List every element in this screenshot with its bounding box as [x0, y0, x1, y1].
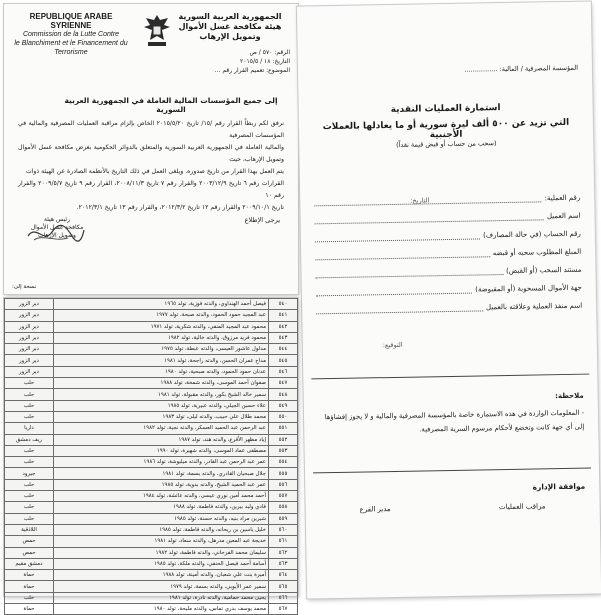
arabic-header-line: هيئة مكافحة غسل الأموال وتمويل الإرهاب: [178, 22, 282, 41]
person-entry: عمر عبد الرحمن عبد القادر، والدته ميليوشة، تولد ١٩٨٦: [54, 457, 269, 468]
approval-title: موافقة الإدارة: [532, 481, 586, 492]
table-row: [5, 547, 298, 558]
row-number: ٥٥٢: [269, 434, 298, 445]
person-entry: خليل ياسين بن ريحانه، والدته فاطمة، تولد ١٩٨٥: [54, 524, 269, 535]
field-blank[interactable]: [315, 229, 480, 242]
city-cell: دير الزور: [5, 299, 54, 310]
person-entry: فادي وليد بيرين، والدته فاطمة، تولد ١٩٨٨: [54, 502, 269, 513]
row-number: ٥٦٥: [269, 581, 298, 592]
table-row: [5, 491, 298, 502]
city-cell: حلب: [5, 491, 54, 502]
arabic-header: [170, 12, 290, 42]
city-cell: دير الزور: [5, 310, 54, 321]
table-row: [5, 570, 298, 581]
letter-meta: [170, 48, 290, 75]
notes-title: ملاحظة:: [555, 391, 584, 401]
form-field: [316, 298, 582, 315]
form-note: (سحب من حساب أو قبض قيمة نقداً): [395, 139, 497, 149]
letter-document: [4, 4, 298, 294]
person-entry: محمود فريد مرزوق، والدته خالية، تولد ١٩٨٢: [54, 332, 269, 343]
city-cell: حلب: [5, 513, 54, 524]
person-entry: سمير خالد الشيخ بكور، والدته مقبولة، تولد ١٩٨١: [54, 389, 269, 400]
row-number: ٥٤٠: [269, 299, 298, 310]
body-line: نرفق لكم ربطاً القرار رقم /١٥/ تاريخ ٢٠١٥/٥/٢٠ الخاص بإلزام مراقبة العمليات المصرفية والمالية في المؤسسات المصرفية: [18, 120, 284, 139]
table-row: [5, 457, 298, 468]
city-cell: دير الزور: [5, 344, 54, 355]
form-field: [316, 280, 582, 297]
city-cell: حمص: [5, 536, 54, 547]
signature-block: [22, 216, 92, 240]
date-label: التاريخ:: [410, 196, 430, 205]
form-field: [315, 226, 581, 243]
letter-body: [18, 118, 284, 214]
form-title: استمارة العمليات النقدية: [390, 103, 501, 115]
body-line: القرارات رقم ٦ تاريخ ٢٠٠٣/١٢/٩ والقرار رقم ٧ تاريخ ٢٠٠٨/١١/٣، القرار رقم ٩ تاريخ ٢٠٠٩/٥/٧ والقرار رقم ١٠: [18, 180, 284, 199]
row-number: ٥٥١: [269, 423, 298, 434]
approver-label: مراقب العمليات: [498, 502, 546, 512]
person-entry: محمود عبد المجيد المنفي، والدته شكرية، تولد ١٩٧١: [54, 321, 269, 332]
person-entry: محمد طلال علي حبيب، والدته ليلى، تولد ١٩٨٣: [54, 411, 269, 422]
arabic-header-line: الجمهورية العربية السورية: [178, 12, 282, 21]
city-cell: حماة: [5, 604, 54, 615]
row-number: ٥٤٧: [269, 378, 298, 389]
city-cell: حلب: [5, 378, 54, 389]
table-row: [5, 604, 298, 615]
table-row: [5, 558, 298, 569]
form-field: [315, 244, 581, 261]
table-row: [5, 502, 298, 513]
person-entry: أسامة أحمد فيصل الحنفي، والدته ملكة، تولد ١٩٨٥: [54, 558, 269, 569]
divider: [311, 374, 589, 380]
letter-date: التاريخ: ١٨ / ٢٠١٥/٥: [240, 58, 290, 65]
table-row: [5, 378, 298, 389]
letter-subject: الموضوع: تعميم القرار رقم ...: [214, 67, 290, 74]
row-number: ٥٦٠: [269, 524, 298, 535]
approvers-row: [320, 502, 586, 515]
row-number: ٥٦٢: [269, 547, 298, 558]
table-row: [5, 445, 298, 456]
city-cell: حلب: [5, 445, 54, 456]
city-cell: دير الزور: [5, 321, 54, 332]
person-entry: مصطفى عماد الموسى، والدته شهيرة، تولد ١٩٩٠: [54, 445, 269, 456]
field-label: رقم العملية:: [544, 193, 581, 203]
row-number: ٥٥٣: [269, 445, 298, 456]
signature-line: مكافحة غسل الأموال: [30, 224, 84, 231]
table-row: [5, 310, 298, 321]
table-row: [5, 344, 298, 355]
table-row: [5, 321, 298, 332]
city-cell: حلب: [5, 400, 54, 411]
person-entry: عمر عبد الحميد الشيخ، والدته بدوية، تولد ١٩٨٥: [54, 479, 269, 490]
city-cell: حلب: [5, 411, 54, 422]
table-row: [5, 366, 298, 377]
field-blank[interactable]: [314, 192, 541, 206]
city-cell: حلب: [5, 592, 54, 603]
names-table: [4, 298, 298, 615]
person-entry: جلال صبحيان القادري، والدته بسمة، تولد ١٩٨١: [54, 468, 269, 479]
signature-line: رئيس هيئة: [44, 216, 70, 223]
approver-label: مدير الفرع: [359, 505, 391, 514]
latin-header-line: le Blanchiment et le Financement du Terrorisme: [14, 40, 128, 56]
table-row: [5, 423, 298, 434]
row-number: ٥٤٥: [269, 355, 298, 366]
signature-label: التوقيع:: [382, 340, 403, 350]
field-blank[interactable]: [315, 265, 503, 278]
person-entry: عبد الرحمن عبد الحميد العسكر، والدته نجية، تولد ١٩٨٢: [54, 423, 269, 434]
person-entry: فيصل أحمد الهنداوي، والدته فوزية، تولد ١٩٦٥: [54, 299, 269, 310]
row-number: ٥٥٥: [269, 468, 298, 479]
row-number: ٥٤١: [269, 310, 298, 321]
request-line: يرجى الإطلاع: [244, 216, 280, 224]
table-row: [5, 299, 298, 310]
row-number: ٥٤٦: [269, 366, 298, 377]
field-blank[interactable]: [315, 247, 490, 260]
table-row: [5, 513, 298, 524]
table-row: [5, 355, 298, 366]
row-number: ٥٦٣: [269, 558, 298, 569]
person-entry: سمير عمر الأيوبي، والدته بسمة، تولد ١٩٧٩: [54, 581, 269, 592]
field-label: اسم العميل: [546, 211, 581, 221]
addressee: إلى جميع المؤسسات المالية العاملة في الجمهورية العربية السورية: [64, 96, 278, 114]
table-row: [5, 524, 298, 535]
field-blank[interactable]: [314, 210, 544, 224]
form-field: [314, 208, 580, 225]
field-blank[interactable]: [316, 301, 483, 314]
latin-header: [12, 12, 130, 57]
person-entry: محمد يوسف بدري تماس، والدته مليحة، تولد ١٩٨٠: [54, 604, 269, 615]
row-number: ٥٦٧: [269, 604, 298, 615]
eagle-emblem-icon: [142, 12, 172, 50]
body-line: تاريخ ٢٠٠٩/١٠/١ والقرار رقم ١٢ تاريخ ٢٠١٢/٣/٢، والقرار رقم ١٣ تاريخ ٢٠١٢/٣/١.: [76, 204, 284, 211]
person-entry: إياد مظهر الأقرع، والدته هند، تولد ١٩٨٧: [54, 434, 269, 445]
cash-transactions-form: [297, 1, 601, 598]
row-number: ٥٥٠: [269, 411, 298, 422]
row-number: ٥٤٨: [269, 389, 298, 400]
form-field: [315, 262, 581, 279]
field-label: المبلغ المطلوب سحبه أو قبضه: [492, 247, 582, 258]
person-entry: مداح عمران الحسن، والدته راجحة، تولد ١٩٨١: [54, 355, 269, 366]
table-row: [5, 332, 298, 343]
city-cell: دير الزور: [5, 355, 54, 366]
person-entry: سليمان محمد الفرحاني، والدته فاطمة، تولد ١٩٨٢: [54, 547, 269, 558]
row-number: ٥٤٣: [269, 332, 298, 343]
copy-to: نسخة إلى:: [12, 284, 37, 290]
city-cell: حماة: [5, 581, 54, 592]
form-subtitle: التي تزيد عن ٥٠٠ ألف ليرة سورية أو ما يعادلها بالعملات الأجنبية: [322, 117, 570, 141]
table-row: [5, 592, 298, 603]
table-row: [5, 479, 298, 490]
reference-number: الرقم: ٥٧٠ / ص: [249, 49, 290, 56]
row-number: ٥٦١: [269, 536, 298, 547]
row-number: ٥٥٩: [269, 513, 298, 524]
city-cell: حمص: [5, 547, 54, 558]
row-number: ٥٥٨: [269, 502, 298, 513]
person-entry: عدنان حمود الحمود، والدته صبحية، تولد ١٩٨٠: [54, 366, 269, 377]
city-cell: دير الزور: [5, 366, 54, 377]
row-number: ٥٤٤: [269, 344, 298, 355]
city-cell: داريا: [5, 423, 54, 434]
row-number: ٥٥٦: [269, 479, 298, 490]
person-entry: مدلول عاشور العيسى، والدته عبطة، تولد ١٩٧٥: [54, 344, 269, 355]
person-entry: علاء حسين الجيلي، والدته عبيرية، تولد ١٩٨٥: [54, 400, 269, 411]
table-row: [5, 468, 298, 479]
names-list-document: [4, 298, 298, 613]
body-line: والمالية العاملة في الجمهورية العربية السورية والمتعلق بالدوائر الحكومية بغرض مكافحة غسل الأموال وتمويل الإرهاب، حيث: [18, 144, 284, 163]
form-field: [314, 190, 580, 207]
body-line: يتم العمل بهذا القرار من تاريخ صدوره. ويلغى العمل في ذلك التاريخ بالأنظمة الصادرة عن الهيئة ذوات: [25, 168, 284, 175]
row-number: ٥٥٤: [269, 457, 298, 468]
city-cell: حلب: [5, 457, 54, 468]
person-entry: أميرة بنت علي شعبان، والدته أمينة، تولد ١٩٨٨: [54, 570, 269, 581]
person-entry: شيرين مراد بنيه، والدته حسنة، تولد ١٩٨٥: [54, 513, 269, 524]
field-label: اسم منفذ العملية وعلاقته بالعميل: [485, 301, 583, 312]
row-number: ٥٦٦: [269, 592, 298, 603]
person-entry: أحمد محمد أمين نوري عيسى، والدته عائشة، تولد ١٩٨٤: [54, 491, 269, 502]
notes-text: - المعلومات الواردة في هذه الاستمارة خاصة بالمؤسسة المصرفية والمالية و لا يجوز إفشاؤها إلى أي جهة كانت وتخضع لأحكام مرسوم السرية المصرفية.: [324, 408, 585, 434]
city-cell: حماة: [5, 570, 54, 581]
field-label: مستند السحب (أو القبض): [506, 265, 582, 275]
table-row: [5, 389, 298, 400]
row-number: ٥٤٢: [269, 321, 298, 332]
field-label: رقم الحساب (في حالة المصارف): [482, 229, 581, 240]
signature-line: وتمويل الإرهاب: [38, 232, 76, 239]
table-row: [5, 536, 298, 547]
person-entry: يحيى محمد حمامية، والدته نادرة، تولد ١٩٨١: [54, 592, 269, 603]
city-cell: جيرود: [5, 468, 54, 479]
city-cell: حلب: [5, 479, 54, 490]
city-cell: ريف دمشق: [5, 434, 54, 445]
latin-header-line: Commission de la Lutte Contre: [22, 31, 120, 38]
city-cell: حلب: [5, 389, 54, 400]
institution-label: المؤسسة المصرفية / المالية: ................: [464, 63, 579, 74]
person-entry: خديجة عبد المعين مدرهل، والدته سعاد، تولد ١٩٨١: [54, 536, 269, 547]
table-row: [5, 411, 298, 422]
divider: [313, 468, 591, 474]
city-cell: دير الزور: [5, 332, 54, 343]
row-number: ٥٦٤: [269, 570, 298, 581]
table-row: [5, 434, 298, 445]
signature-scribble-icon: [26, 222, 86, 244]
field-blank[interactable]: [316, 284, 473, 297]
city-cell: اللاذقية: [5, 524, 54, 535]
row-number: ٥٤٩: [269, 400, 298, 411]
latin-header-line: REPUBLIQUE ARABE SYRIENNE: [29, 12, 113, 30]
person-entry: عبد المجيد حمود الحمود، والدته صبحة، تولد ١٩٧٧: [54, 310, 269, 321]
field-label: جهة الأموال المسحوبة (أو المقبوضة): [475, 283, 582, 294]
table-row: [5, 400, 298, 411]
city-cell: دمشق مقيم: [5, 558, 54, 569]
city-cell: حلب: [5, 502, 54, 513]
person-entry: صفوان أحمد الموسى، والدته شمخة، تولد ١٩٨٨: [54, 378, 269, 389]
table-row: [5, 581, 298, 592]
row-number: ٥٥٧: [269, 491, 298, 502]
